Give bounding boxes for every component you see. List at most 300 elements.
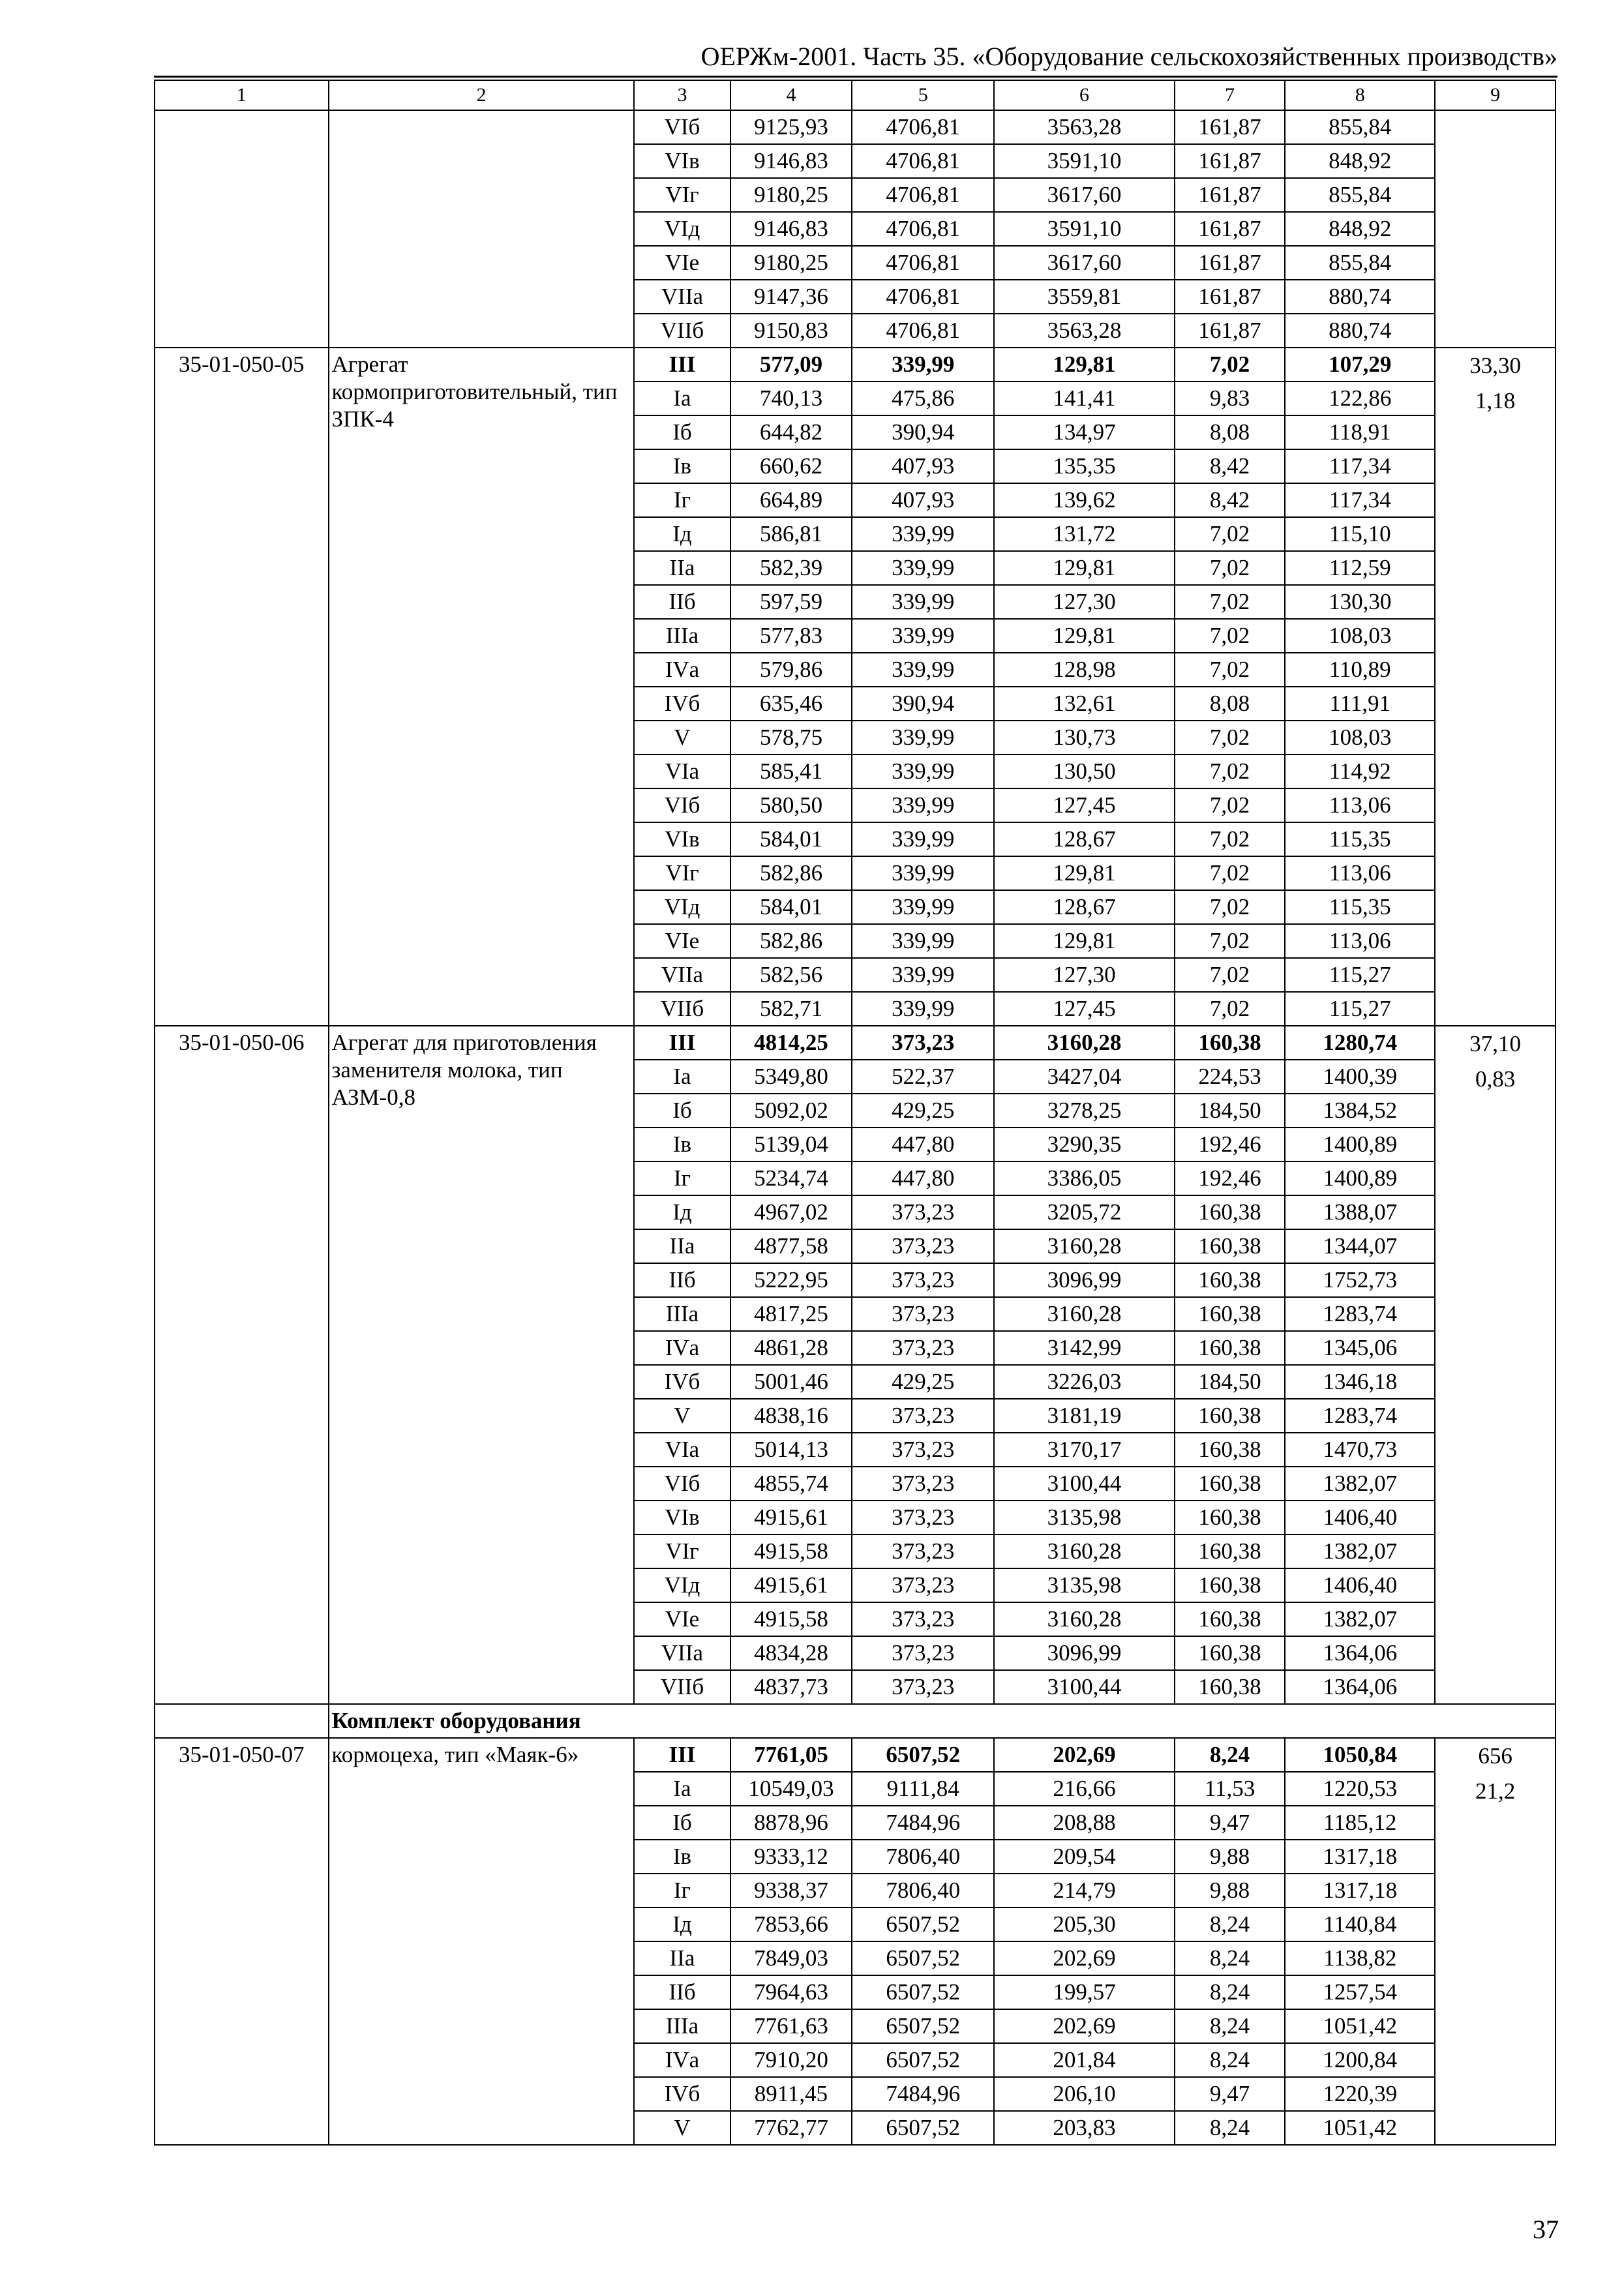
labor-cost: 6507,52 <box>852 1908 994 1941</box>
total-cost: 7761,05 <box>730 1738 852 1772</box>
materials-cost: 1364,06 <box>1285 1636 1435 1670</box>
driver-wage: 161,87 <box>1175 280 1285 314</box>
machine-cost: 3160,28 <box>994 1229 1175 1263</box>
machine-cost: 203,83 <box>994 2111 1175 2145</box>
machine-cost: 129,81 <box>994 348 1175 382</box>
zone-code: Iг <box>634 1161 730 1195</box>
labor-cost: 6507,52 <box>852 2043 994 2077</box>
zone-code: IIб <box>634 1263 730 1297</box>
driver-wage: 184,50 <box>1175 1094 1285 1128</box>
item-code: 35-01-050-05 <box>155 348 329 1026</box>
total-cost: 5014,13 <box>730 1433 852 1467</box>
labor-cost: 339,99 <box>852 788 994 822</box>
materials-cost: 118,91 <box>1285 415 1435 449</box>
materials-cost: 115,35 <box>1285 890 1435 924</box>
item-name <box>329 110 635 348</box>
total-cost: 582,71 <box>730 992 852 1026</box>
machine-cost: 3278,25 <box>994 1094 1175 1128</box>
total-cost: 580,50 <box>730 788 852 822</box>
zone-code: IVб <box>634 1365 730 1399</box>
driver-wage: 7,02 <box>1175 551 1285 585</box>
total-cost: 664,89 <box>730 483 852 517</box>
labor-cost: 339,99 <box>852 856 994 890</box>
machine-cost: 3100,44 <box>994 1670 1175 1704</box>
labor-cost: 339,99 <box>852 822 994 856</box>
machine-cost: 3427,04 <box>994 1060 1175 1094</box>
materials-cost: 1138,82 <box>1285 1941 1435 1975</box>
driver-wage: 160,38 <box>1175 1399 1285 1433</box>
machine-cost: 3142,99 <box>994 1331 1175 1365</box>
total-cost: 582,39 <box>730 551 852 585</box>
labor-cost: 373,23 <box>852 1229 994 1263</box>
total-cost: 4915,58 <box>730 1602 852 1636</box>
machine-cost: 3559,81 <box>994 280 1175 314</box>
column-number: 8 <box>1285 80 1435 110</box>
driver-wage: 8,24 <box>1175 1908 1285 1941</box>
total-cost: 7853,66 <box>730 1908 852 1941</box>
labor-cost: 6507,52 <box>852 2111 994 2145</box>
labor-cost: 429,25 <box>852 1365 994 1399</box>
labor-cost: 7806,40 <box>852 1874 994 1908</box>
labor-cost: 4706,81 <box>852 178 994 212</box>
total-cost: 4967,02 <box>730 1195 852 1229</box>
machinist-labor-value: 21,2 <box>1475 1778 1516 1804</box>
driver-wage: 7,02 <box>1175 992 1285 1026</box>
total-cost: 9180,25 <box>730 246 852 280</box>
total-cost: 4814,25 <box>730 1026 852 1060</box>
driver-wage: 161,87 <box>1175 110 1285 144</box>
driver-wage: 160,38 <box>1175 1195 1285 1229</box>
zone-code: Iд <box>634 517 730 551</box>
zone-code: VIа <box>634 1433 730 1467</box>
column-number-row <box>155 80 1556 110</box>
materials-cost: 855,84 <box>1285 246 1435 280</box>
materials-cost: 1050,84 <box>1285 1738 1435 1772</box>
zone-code: IIа <box>634 1229 730 1263</box>
materials-cost: 1051,42 <box>1285 2111 1435 2145</box>
driver-wage: 192,46 <box>1175 1128 1285 1161</box>
materials-cost: 1051,42 <box>1285 2009 1435 2043</box>
materials-cost: 1400,39 <box>1285 1060 1435 1094</box>
driver-wage: 161,87 <box>1175 246 1285 280</box>
materials-cost: 1400,89 <box>1285 1161 1435 1195</box>
materials-cost: 1470,73 <box>1285 1433 1435 1467</box>
machine-cost: 3160,28 <box>994 1602 1175 1636</box>
total-cost: 7849,03 <box>730 1941 852 1975</box>
zone-code: III <box>634 1738 730 1772</box>
zone-code: VIд <box>634 890 730 924</box>
total-cost: 4855,74 <box>730 1467 852 1501</box>
driver-wage: 8,24 <box>1175 1941 1285 1975</box>
materials-cost: 115,27 <box>1285 958 1435 992</box>
materials-cost: 115,35 <box>1285 822 1435 856</box>
labor-values-cell <box>1435 110 1556 348</box>
labor-cost: 373,23 <box>852 1534 994 1568</box>
zone-code: VIб <box>634 110 730 144</box>
labor-cost: 6507,52 <box>852 1738 994 1772</box>
materials-cost: 111,91 <box>1285 687 1435 721</box>
machine-cost: 130,73 <box>994 721 1175 755</box>
zone-code: VIе <box>634 924 730 958</box>
zone-code: Iд <box>634 1195 730 1229</box>
total-cost: 5349,80 <box>730 1060 852 1094</box>
machine-cost: 206,10 <box>994 2077 1175 2111</box>
item-code: 35-01-050-06 <box>155 1026 329 1704</box>
machine-cost: 129,81 <box>994 619 1175 653</box>
driver-wage: 160,38 <box>1175 1602 1285 1636</box>
machine-cost: 3096,99 <box>994 1263 1175 1297</box>
driver-wage: 7,02 <box>1175 822 1285 856</box>
worker-labor-value: 33,30 <box>1469 353 1522 378</box>
machine-cost: 135,35 <box>994 449 1175 483</box>
zone-code: IIб <box>634 1975 730 2009</box>
machine-cost: 208,88 <box>994 1806 1175 1840</box>
materials-cost: 848,92 <box>1285 212 1435 246</box>
labor-cost: 373,23 <box>852 1433 994 1467</box>
machine-cost: 3170,17 <box>994 1433 1175 1467</box>
materials-cost: 110,89 <box>1285 653 1435 687</box>
driver-wage: 160,38 <box>1175 1026 1285 1060</box>
table-row <box>155 1738 1556 1772</box>
total-cost: 10549,03 <box>730 1772 852 1806</box>
labor-cost: 373,23 <box>852 1399 994 1433</box>
materials-cost: 113,06 <box>1285 856 1435 890</box>
zone-code: V <box>634 2111 730 2145</box>
driver-wage: 192,46 <box>1175 1161 1285 1195</box>
driver-wage: 7,02 <box>1175 585 1285 619</box>
item-name: Агрегат для приготовления заменителя молока, тип АЗМ-0,8 <box>329 1026 635 1704</box>
labor-cost: 339,99 <box>852 890 994 924</box>
zone-code: VIIб <box>634 314 730 348</box>
labor-cost: 339,99 <box>852 924 994 958</box>
total-cost: 4838,16 <box>730 1399 852 1433</box>
labor-cost: 390,94 <box>852 415 994 449</box>
total-cost: 4915,58 <box>730 1534 852 1568</box>
machine-cost: 129,81 <box>994 924 1175 958</box>
total-cost: 4915,61 <box>730 1568 852 1602</box>
materials-cost: 1382,07 <box>1285 1534 1435 1568</box>
total-cost: 9147,36 <box>730 280 852 314</box>
zone-code: VIв <box>634 1501 730 1534</box>
zone-code: IIб <box>634 585 730 619</box>
machine-cost: 199,57 <box>994 1975 1175 2009</box>
labor-cost: 6507,52 <box>852 1975 994 2009</box>
materials-cost: 1346,18 <box>1285 1365 1435 1399</box>
rates-table <box>154 80 1556 2146</box>
labor-cost: 4706,81 <box>852 212 994 246</box>
materials-cost: 1382,07 <box>1285 1602 1435 1636</box>
total-cost: 582,86 <box>730 924 852 958</box>
labor-cost: 339,99 <box>852 619 994 653</box>
materials-cost: 855,84 <box>1285 110 1435 144</box>
total-cost: 660,62 <box>730 449 852 483</box>
total-cost: 585,41 <box>730 755 852 788</box>
zone-code: VIб <box>634 788 730 822</box>
driver-wage: 8,08 <box>1175 687 1285 721</box>
zone-code: Iв <box>634 1840 730 1874</box>
labor-cost: 339,99 <box>852 721 994 755</box>
zone-code: Iб <box>634 1806 730 1840</box>
zone-code: Iа <box>634 382 730 415</box>
machine-cost: 139,62 <box>994 483 1175 517</box>
column-number: 2 <box>329 80 635 110</box>
materials-cost: 107,29 <box>1285 348 1435 382</box>
driver-wage: 160,38 <box>1175 1501 1285 1534</box>
driver-wage: 7,02 <box>1175 348 1285 382</box>
zone-code: Iд <box>634 1908 730 1941</box>
driver-wage: 7,02 <box>1175 890 1285 924</box>
zone-code: III <box>634 348 730 382</box>
materials-cost: 1344,07 <box>1285 1229 1435 1263</box>
materials-cost: 115,10 <box>1285 517 1435 551</box>
materials-cost: 1140,84 <box>1285 1908 1435 1941</box>
total-cost: 4834,28 <box>730 1636 852 1670</box>
total-cost: 644,82 <box>730 415 852 449</box>
machine-cost: 127,30 <box>994 585 1175 619</box>
labor-cost: 339,99 <box>852 755 994 788</box>
materials-cost: 117,34 <box>1285 483 1435 517</box>
labor-cost: 429,25 <box>852 1094 994 1128</box>
machine-cost: 3226,03 <box>994 1365 1175 1399</box>
driver-wage: 224,53 <box>1175 1060 1285 1094</box>
item-name: кормоцеха, тип «Маяк-6» <box>329 1738 635 2145</box>
labor-cost: 373,23 <box>852 1026 994 1060</box>
empty-cell <box>155 1704 329 1738</box>
zone-code: VIб <box>634 1467 730 1501</box>
machine-cost: 128,67 <box>994 890 1175 924</box>
total-cost: 5001,46 <box>730 1365 852 1399</box>
driver-wage: 160,38 <box>1175 1467 1285 1501</box>
total-cost: 9125,93 <box>730 110 852 144</box>
labor-cost: 339,99 <box>852 551 994 585</box>
materials-cost: 1388,07 <box>1285 1195 1435 1229</box>
driver-wage: 9,83 <box>1175 382 1285 415</box>
zone-code: VIг <box>634 178 730 212</box>
zone-code: VIIа <box>634 1636 730 1670</box>
materials-cost: 114,92 <box>1285 755 1435 788</box>
zone-code: VIв <box>634 822 730 856</box>
labor-cost: 373,23 <box>852 1670 994 1704</box>
zone-code: VIIб <box>634 992 730 1026</box>
column-number: 7 <box>1175 80 1285 110</box>
total-cost: 8911,45 <box>730 2077 852 2111</box>
machine-cost: 3135,98 <box>994 1568 1175 1602</box>
labor-cost: 339,99 <box>852 958 994 992</box>
zone-code: IVа <box>634 2043 730 2077</box>
item-code <box>155 110 329 348</box>
materials-cost: 1406,40 <box>1285 1568 1435 1602</box>
total-cost: 5092,02 <box>730 1094 852 1128</box>
materials-cost: 112,59 <box>1285 551 1435 585</box>
machine-cost: 3096,99 <box>994 1636 1175 1670</box>
labor-cost: 339,99 <box>852 517 994 551</box>
driver-wage: 8,24 <box>1175 2009 1285 2043</box>
driver-wage: 9,47 <box>1175 1806 1285 1840</box>
zone-code: III <box>634 1026 730 1060</box>
driver-wage: 7,02 <box>1175 721 1285 755</box>
machine-cost: 3386,05 <box>994 1161 1175 1195</box>
zone-code: VIд <box>634 212 730 246</box>
column-number: 4 <box>730 80 852 110</box>
column-number: 3 <box>634 80 730 110</box>
labor-cost: 373,23 <box>852 1636 994 1670</box>
total-cost: 7762,77 <box>730 2111 852 2145</box>
machine-cost: 205,30 <box>994 1908 1175 1941</box>
machine-cost: 3135,98 <box>994 1501 1175 1534</box>
driver-wage: 8,08 <box>1175 415 1285 449</box>
labor-cost: 373,23 <box>852 1263 994 1297</box>
materials-cost: 1406,40 <box>1285 1501 1435 1534</box>
machine-cost: 201,84 <box>994 2043 1175 2077</box>
materials-cost: 113,06 <box>1285 788 1435 822</box>
total-cost: 5234,74 <box>730 1161 852 1195</box>
total-cost: 597,59 <box>730 585 852 619</box>
worker-labor-value: 37,10 <box>1469 1031 1522 1056</box>
driver-wage: 160,38 <box>1175 1263 1285 1297</box>
zone-code: Iа <box>634 1060 730 1094</box>
materials-cost: 1317,18 <box>1285 1840 1435 1874</box>
zone-code: VIг <box>634 856 730 890</box>
total-cost: 4817,25 <box>730 1297 852 1331</box>
total-cost: 578,75 <box>730 721 852 755</box>
materials-cost: 1257,54 <box>1285 1975 1435 2009</box>
labor-cost: 475,86 <box>852 382 994 415</box>
zone-code: IVа <box>634 653 730 687</box>
labor-cost: 339,99 <box>852 585 994 619</box>
driver-wage: 8,24 <box>1175 2111 1285 2145</box>
driver-wage: 9,88 <box>1175 1874 1285 1908</box>
machine-cost: 134,97 <box>994 415 1175 449</box>
driver-wage: 160,38 <box>1175 1534 1285 1568</box>
materials-cost: 130,30 <box>1285 585 1435 619</box>
driver-wage: 161,87 <box>1175 314 1285 348</box>
labor-cost: 9111,84 <box>852 1772 994 1806</box>
labor-cost: 522,37 <box>852 1060 994 1094</box>
driver-wage: 160,38 <box>1175 1433 1285 1467</box>
total-cost: 9146,83 <box>730 212 852 246</box>
materials-cost: 122,86 <box>1285 382 1435 415</box>
total-cost: 4861,28 <box>730 1331 852 1365</box>
driver-wage: 8,42 <box>1175 483 1285 517</box>
total-cost: 5222,95 <box>730 1263 852 1297</box>
total-cost: 7910,20 <box>730 2043 852 2077</box>
machine-cost: 209,54 <box>994 1840 1175 1874</box>
machine-cost: 3290,35 <box>994 1128 1175 1161</box>
zone-code: IVб <box>634 2077 730 2111</box>
materials-cost: 1345,06 <box>1285 1331 1435 1365</box>
driver-wage: 161,87 <box>1175 144 1285 178</box>
column-number: 6 <box>994 80 1175 110</box>
driver-wage: 7,02 <box>1175 924 1285 958</box>
materials-cost: 108,03 <box>1285 721 1435 755</box>
total-cost: 579,86 <box>730 653 852 687</box>
materials-cost: 1382,07 <box>1285 1467 1435 1501</box>
materials-cost: 848,92 <box>1285 144 1435 178</box>
labor-values-cell <box>1435 1738 1556 2145</box>
materials-cost: 880,74 <box>1285 314 1435 348</box>
driver-wage: 160,38 <box>1175 1331 1285 1365</box>
materials-cost: 117,34 <box>1285 449 1435 483</box>
driver-wage: 9,47 <box>1175 2077 1285 2111</box>
machine-cost: 216,66 <box>994 1772 1175 1806</box>
machine-cost: 3617,60 <box>994 178 1175 212</box>
labor-cost: 373,23 <box>852 1195 994 1229</box>
total-cost: 9146,83 <box>730 144 852 178</box>
machine-cost: 3563,28 <box>994 110 1175 144</box>
labor-cost: 4706,81 <box>852 314 994 348</box>
machine-cost: 128,67 <box>994 822 1175 856</box>
total-cost: 586,81 <box>730 517 852 551</box>
labor-cost: 373,23 <box>852 1297 994 1331</box>
machinist-labor-value: 1,18 <box>1475 388 1516 413</box>
machine-cost: 3160,28 <box>994 1026 1175 1060</box>
zone-code: IIIа <box>634 2009 730 2043</box>
driver-wage: 7,02 <box>1175 958 1285 992</box>
driver-wage: 7,02 <box>1175 788 1285 822</box>
labor-cost: 6507,52 <box>852 2009 994 2043</box>
zone-code: Iв <box>634 449 730 483</box>
machine-cost: 202,69 <box>994 1738 1175 1772</box>
labor-cost: 390,94 <box>852 687 994 721</box>
total-cost: 582,86 <box>730 856 852 890</box>
materials-cost: 1283,74 <box>1285 1399 1435 1433</box>
total-cost: 4915,61 <box>730 1501 852 1534</box>
labor-cost: 7484,96 <box>852 2077 994 2111</box>
header-title: ОЕРЖм-2001. Часть 35. «Оборудование сельскохозяйственных производств» <box>700 42 1557 71</box>
total-cost: 7964,63 <box>730 1975 852 2009</box>
total-cost: 4837,73 <box>730 1670 852 1704</box>
total-cost: 584,01 <box>730 822 852 856</box>
item-code: 35-01-050-07 <box>155 1738 329 2145</box>
driver-wage: 11,53 <box>1175 1772 1285 1806</box>
zone-code: VIг <box>634 1534 730 1568</box>
labor-values-cell <box>1435 1026 1556 1704</box>
zone-code: IIа <box>634 551 730 585</box>
labor-values-cell <box>1435 348 1556 1026</box>
total-cost: 5139,04 <box>730 1128 852 1161</box>
total-cost: 582,56 <box>730 958 852 992</box>
total-cost: 584,01 <box>730 890 852 924</box>
zone-code: VIа <box>634 755 730 788</box>
machine-cost: 127,45 <box>994 992 1175 1026</box>
materials-cost: 108,03 <box>1285 619 1435 653</box>
driver-wage: 160,38 <box>1175 1670 1285 1704</box>
driver-wage: 184,50 <box>1175 1365 1285 1399</box>
labor-cost: 7484,96 <box>852 1806 994 1840</box>
driver-wage: 8,24 <box>1175 2043 1285 2077</box>
driver-wage: 160,38 <box>1175 1297 1285 1331</box>
total-cost: 8878,96 <box>730 1806 852 1840</box>
machine-cost: 202,69 <box>994 2009 1175 2043</box>
item-name: Агрегат кормоприготовительный, тип ЗПК-4 <box>329 348 635 1026</box>
zone-code: IVб <box>634 687 730 721</box>
table-row <box>155 110 1556 144</box>
machine-cost: 129,81 <box>994 551 1175 585</box>
labor-cost: 407,93 <box>852 483 994 517</box>
materials-cost: 1364,06 <box>1285 1670 1435 1704</box>
machine-cost: 3563,28 <box>994 314 1175 348</box>
driver-wage: 7,02 <box>1175 755 1285 788</box>
driver-wage: 161,87 <box>1175 178 1285 212</box>
labor-cost: 447,80 <box>852 1128 994 1161</box>
total-cost: 4877,58 <box>730 1229 852 1263</box>
driver-wage: 7,02 <box>1175 517 1285 551</box>
labor-cost: 339,99 <box>852 348 994 382</box>
machine-cost: 132,61 <box>994 687 1175 721</box>
zone-code: VIIб <box>634 1670 730 1704</box>
zone-code: Iг <box>634 1874 730 1908</box>
page-header <box>154 37 1557 78</box>
